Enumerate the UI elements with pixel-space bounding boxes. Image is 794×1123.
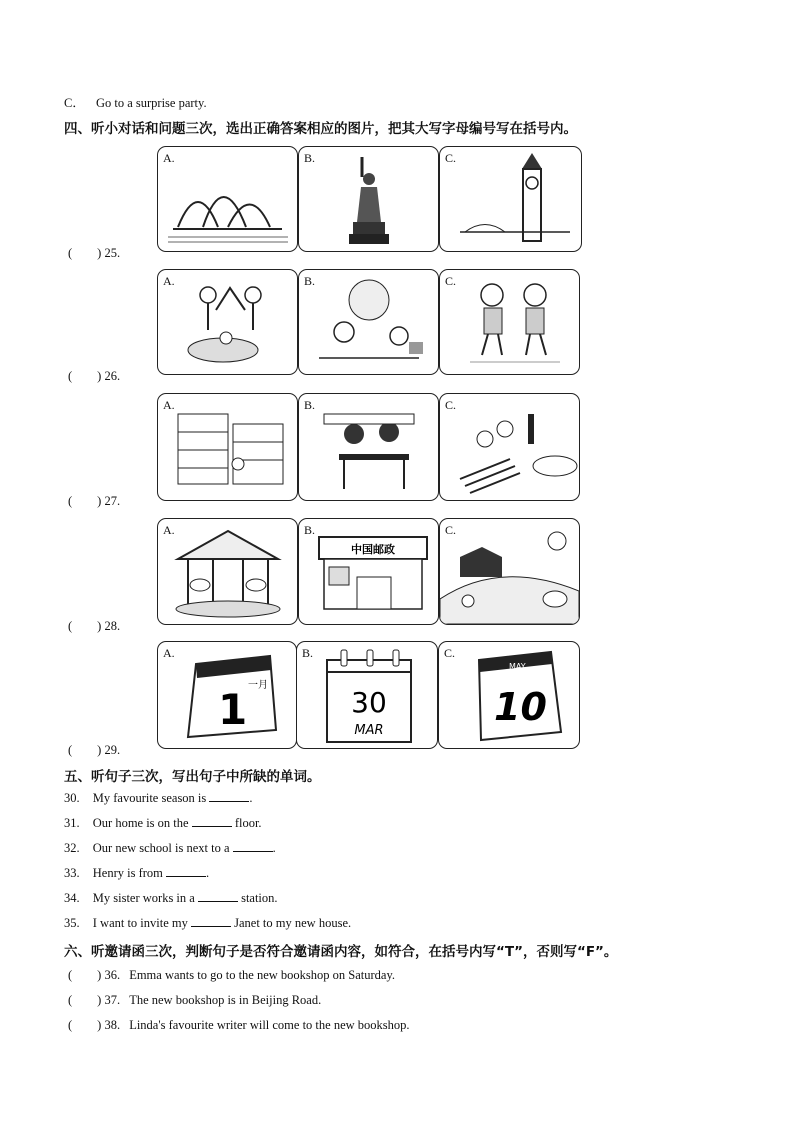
option-letter: C.	[445, 398, 457, 412]
question-28-label: ( ) 28.	[68, 619, 121, 633]
option-letter: A.	[163, 523, 175, 537]
crosswalk-icon	[440, 394, 579, 500]
question-number: 35.	[64, 916, 80, 930]
question-34	[64, 891, 278, 906]
answer-blank[interactable]	[192, 816, 232, 827]
calendar-day: 30	[351, 686, 387, 719]
question-number: 31.	[64, 816, 80, 830]
option-letter: A.	[163, 274, 175, 288]
question-number: 34.	[64, 891, 80, 905]
q28-option-a[interactable]	[157, 518, 298, 625]
q27-option-a[interactable]	[157, 393, 298, 501]
option-letter: A.	[163, 646, 175, 660]
answer-blank[interactable]	[191, 916, 231, 927]
big-ben-icon	[440, 147, 581, 251]
q27-option-c[interactable]	[439, 393, 580, 501]
option-letter: B.	[302, 646, 314, 660]
option-letter: A.	[163, 398, 175, 412]
q26-option-b[interactable]	[298, 269, 439, 375]
q28-option-c[interactable]	[439, 518, 580, 625]
question-30	[64, 791, 253, 806]
sentence-end: Janet to my new house.	[231, 916, 352, 930]
q28-option-b[interactable]	[298, 518, 439, 625]
option-c	[64, 93, 207, 111]
answer-bracket[interactable]: ( ) 37.	[68, 993, 121, 1007]
q29-option-a[interactable]	[157, 641, 297, 749]
calendar-jan-1-icon	[158, 642, 296, 748]
option-letter: C．	[64, 96, 85, 110]
question-32	[64, 841, 276, 856]
question-26-label: ( ) 26.	[68, 369, 121, 383]
q25-option-b[interactable]	[298, 146, 439, 252]
carousel-icon	[158, 519, 297, 624]
answer-bracket[interactable]: ( ) 38.	[68, 1018, 121, 1032]
option-letter: C.	[445, 274, 457, 288]
skating-kids-icon	[440, 270, 579, 374]
sentence-end: station.	[237, 891, 278, 905]
option-letter: C.	[445, 151, 457, 165]
sentence-end: .	[206, 866, 210, 880]
option-letter: A.	[163, 151, 175, 165]
statement-text: Linda's favourite writer will come to the new bookshop.	[129, 1018, 410, 1032]
q29-option-c[interactable]	[438, 641, 580, 749]
calendar-month: 一月	[248, 680, 268, 691]
answer-blank[interactable]	[233, 841, 273, 852]
statement-text: Emma wants to go to the new bookshop on Saturday.	[129, 968, 396, 982]
post-office-icon	[299, 519, 438, 624]
answer-blank[interactable]	[209, 791, 249, 802]
option-letter: C.	[445, 523, 457, 537]
calendar-may-10-icon	[439, 642, 579, 748]
sentence-start: My sister works in a	[92, 891, 198, 905]
statement-text: The new bookshop is in Beijing Road.	[129, 993, 322, 1007]
option-letter: B.	[304, 523, 316, 537]
sentence-end: floor.	[231, 816, 262, 830]
question-25-label: ( ) 25.	[68, 246, 121, 260]
option-letter: C.	[444, 646, 456, 660]
option-letter: B.	[304, 398, 316, 412]
q25-option-a[interactable]	[157, 146, 298, 252]
question-31	[64, 816, 262, 831]
farm-icon	[440, 519, 579, 624]
q27-option-b[interactable]	[298, 393, 439, 501]
answer-bracket[interactable]: ( ) 36.	[68, 968, 121, 982]
question-37	[68, 990, 321, 1008]
answer-blank[interactable]	[166, 866, 206, 877]
section-4-heading: 四、听小对话和问题三次，选出正确答案相应的图片，把其大写字母编号写在括号内。	[64, 121, 577, 137]
section-6-heading: 六、听邀请函三次，判断句子是否符合邀请函内容，如符合，在括号内写“T”，否则写“F”。	[64, 944, 618, 960]
question-number: 30.	[64, 791, 80, 805]
sentence-start: I want to invite my	[92, 916, 191, 930]
sentence-end: .	[272, 841, 276, 855]
question-number: 33.	[64, 866, 80, 880]
calendar-day: 10	[494, 685, 547, 729]
q26-option-a[interactable]	[157, 269, 298, 375]
question-38	[68, 1015, 410, 1033]
question-33	[64, 866, 209, 881]
option-letter: B.	[304, 274, 316, 288]
post-office-sign: 中国邮政	[351, 543, 395, 556]
q25-option-c[interactable]	[439, 146, 582, 252]
question-number: 32.	[64, 841, 80, 855]
q26-option-c[interactable]	[439, 269, 580, 375]
calendar-day: 1	[218, 685, 248, 734]
question-35	[64, 916, 351, 931]
restaurant-icon	[299, 394, 438, 500]
sentence-end: .	[249, 791, 253, 805]
sentence-start: My favourite season is	[92, 791, 210, 805]
q29-option-b[interactable]	[296, 641, 438, 749]
question-27-label: ( ) 27.	[68, 494, 121, 508]
beach-kids-icon	[158, 270, 297, 374]
answer-blank[interactable]	[198, 891, 238, 902]
sentence-start: Our home is on the	[92, 816, 192, 830]
sydney-opera-house-icon	[158, 147, 297, 251]
picnic-kids-icon	[299, 270, 438, 374]
question-36	[68, 965, 395, 983]
statue-of-liberty-icon	[299, 147, 438, 251]
library-icon	[158, 394, 297, 500]
sentence-start: Henry is from	[92, 866, 166, 880]
sentence-start: Our new school is next to a	[92, 841, 233, 855]
section-5-heading: 五、听句子三次，写出句子中所缺的单词。	[64, 769, 321, 785]
option-text: Go to a surprise party.	[95, 96, 207, 110]
calendar-month: MAR	[354, 723, 384, 738]
calendar-mar-30-icon	[297, 642, 437, 748]
calendar-month: MAY	[509, 662, 526, 671]
question-29-label: ( ) 29.	[68, 743, 121, 757]
option-letter: B.	[304, 151, 316, 165]
